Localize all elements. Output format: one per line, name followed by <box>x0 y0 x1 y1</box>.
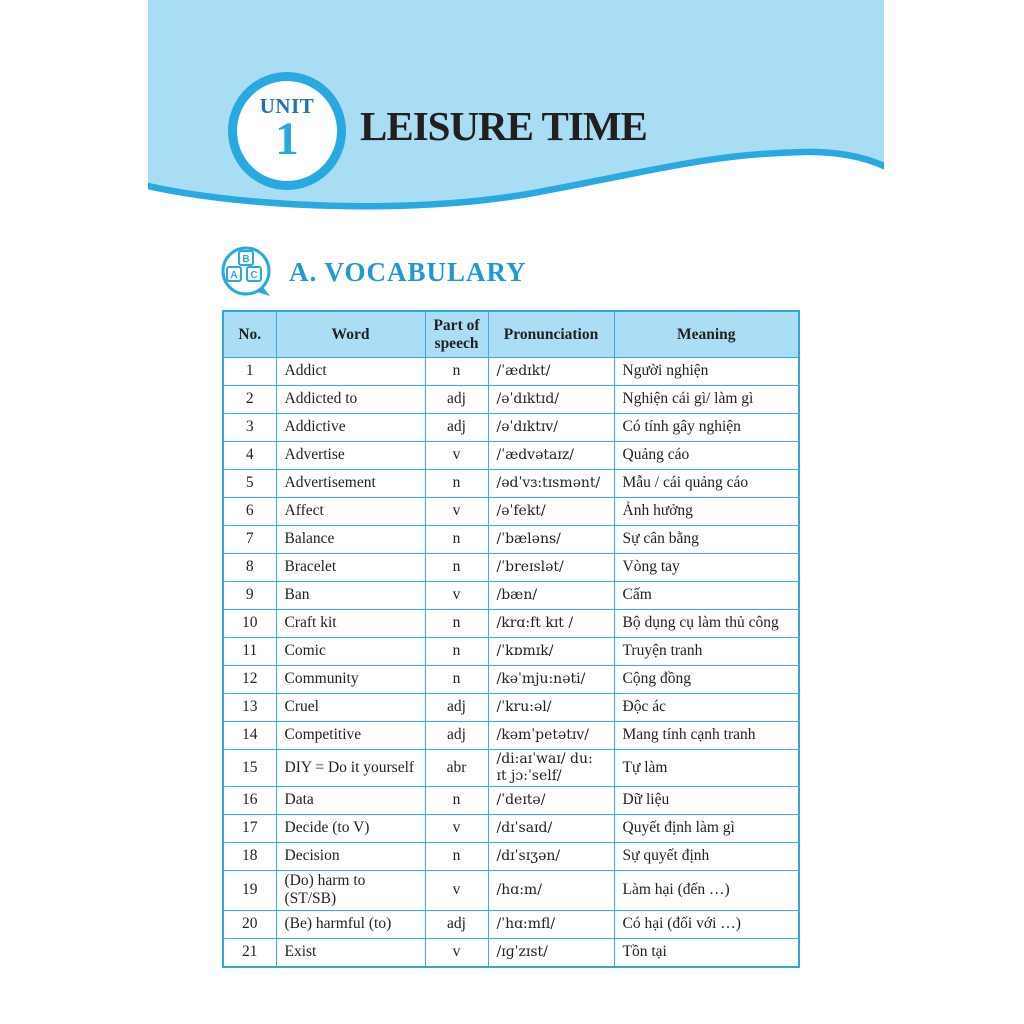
column-header-meaning: Meaning <box>614 311 799 358</box>
part-of-speech-cell: v <box>425 442 488 470</box>
word-cell: Balance <box>276 526 425 554</box>
word-cell: Comic <box>276 638 425 666</box>
word-cell: Advertise <box>276 442 425 470</box>
row-number-cell: 12 <box>223 666 276 694</box>
pronunciation-cell: /ˈbreɪslət/ <box>488 554 614 582</box>
row-number-cell: 15 <box>223 750 276 787</box>
word-cell: DIY = Do it yourself <box>276 750 425 787</box>
table-row <box>223 498 799 526</box>
row-number-cell: 18 <box>223 842 276 870</box>
row-number-cell: 14 <box>223 722 276 750</box>
table-row <box>223 442 799 470</box>
table-row <box>223 386 799 414</box>
table-row <box>223 694 799 722</box>
word-cell: (Do) harm to (ST/SB) <box>276 870 425 910</box>
svg-text:B: B <box>242 254 250 265</box>
word-cell: Community <box>276 666 425 694</box>
word-cell: Affect <box>276 498 425 526</box>
table-row <box>223 910 799 938</box>
table-row <box>223 470 799 498</box>
row-number-cell: 2 <box>223 386 276 414</box>
word-cell: Craft kit <box>276 610 425 638</box>
part-of-speech-cell: adj <box>425 694 488 722</box>
row-number-cell: 9 <box>223 582 276 610</box>
pronunciation-cell: /krɑ:ft kɪt / <box>488 610 614 638</box>
table-row <box>223 582 799 610</box>
word-cell: Cruel <box>276 694 425 722</box>
vocabulary-section-heading <box>220 244 527 300</box>
pronunciation-cell: /di:aɪˈwaɪ/ du: ɪt jɔ:ˈself/ <box>488 750 614 787</box>
word-cell: Decision <box>276 842 425 870</box>
table-row <box>223 722 799 750</box>
part-of-speech-cell: adj <box>425 722 488 750</box>
meaning-cell: Quyết định làm gì <box>614 814 799 842</box>
table-row <box>223 526 799 554</box>
row-number-cell: 7 <box>223 526 276 554</box>
unit-header-band <box>148 0 884 218</box>
pronunciation-cell: /ˈkru:əl/ <box>488 694 614 722</box>
part-of-speech-cell: n <box>425 470 488 498</box>
row-number-cell: 5 <box>223 470 276 498</box>
word-cell: Competitive <box>276 722 425 750</box>
meaning-cell: Cộng đồng <box>614 666 799 694</box>
table-row <box>223 638 799 666</box>
table-row <box>223 842 799 870</box>
section-heading: A. VOCABULARY <box>289 256 527 287</box>
meaning-cell: Quảng cáo <box>614 442 799 470</box>
vocabulary-table <box>222 310 800 968</box>
part-of-speech-cell: v <box>425 814 488 842</box>
word-cell: Exist <box>276 938 425 967</box>
meaning-cell: Cấm <box>614 582 799 610</box>
pronunciation-cell: /əˈfekt/ <box>488 498 614 526</box>
pronunciation-cell: /ˈædvətaɪz/ <box>488 442 614 470</box>
pronunciation-cell: /ɪɡˈzɪst/ <box>488 938 614 967</box>
meaning-cell: Dữ liệu <box>614 786 799 814</box>
pronunciation-cell: /ˈdeɪtə/ <box>488 786 614 814</box>
pronunciation-cell: /hɑ:m/ <box>488 870 614 910</box>
word-cell: (Be) harmful (to) <box>276 910 425 938</box>
svg-text:C: C <box>250 270 258 281</box>
meaning-cell: Sự cân bằng <box>614 526 799 554</box>
part-of-speech-cell: n <box>425 610 488 638</box>
table-row <box>223 938 799 967</box>
column-header-no: No. <box>223 311 276 358</box>
part-of-speech-cell: v <box>425 938 488 967</box>
meaning-cell: Nghiện cái gì/ làm gì <box>614 386 799 414</box>
table-row <box>223 554 799 582</box>
part-of-speech-cell: n <box>425 554 488 582</box>
table-row <box>223 750 799 787</box>
pronunciation-cell: /dɪˈsaɪd/ <box>488 814 614 842</box>
part-of-speech-cell: n <box>425 666 488 694</box>
meaning-cell: Có tính gây nghiện <box>614 414 799 442</box>
meaning-cell: Người nghiện <box>614 358 799 386</box>
row-number-cell: 1 <box>223 358 276 386</box>
word-cell: Addicted to <box>276 386 425 414</box>
pronunciation-cell: /əˈdɪktɪd/ <box>488 386 614 414</box>
row-number-cell: 17 <box>223 814 276 842</box>
meaning-cell: Độc ác <box>614 694 799 722</box>
meaning-cell: Mẫu / cái quảng cáo <box>614 470 799 498</box>
row-number-cell: 3 <box>223 414 276 442</box>
meaning-cell: Bộ dụng cụ làm thủ công <box>614 610 799 638</box>
pronunciation-cell: /dɪˈsɪʒən/ <box>488 842 614 870</box>
table-row <box>223 414 799 442</box>
part-of-speech-cell: v <box>425 582 488 610</box>
part-of-speech-cell: n <box>425 526 488 554</box>
part-of-speech-cell: n <box>425 358 488 386</box>
row-number-cell: 8 <box>223 554 276 582</box>
part-of-speech-cell: v <box>425 870 488 910</box>
meaning-cell: Vòng tay <box>614 554 799 582</box>
part-of-speech-cell: adj <box>425 414 488 442</box>
meaning-cell: Tồn tại <box>614 938 799 967</box>
table-header-row <box>223 311 799 358</box>
table-row <box>223 870 799 910</box>
row-number-cell: 20 <box>223 910 276 938</box>
word-cell: Ban <box>276 582 425 610</box>
table-row <box>223 814 799 842</box>
meaning-cell: Ảnh hưởng <box>614 498 799 526</box>
unit-number: 1 <box>275 113 299 165</box>
row-number-cell: 10 <box>223 610 276 638</box>
table-row <box>223 610 799 638</box>
meaning-cell: Truyện tranh <box>614 638 799 666</box>
table-row <box>223 358 799 386</box>
pronunciation-cell: /bæn/ <box>488 582 614 610</box>
meaning-cell: Có hại (đối với …) <box>614 910 799 938</box>
row-number-cell: 13 <box>223 694 276 722</box>
word-cell: Advertisement <box>276 470 425 498</box>
pronunciation-cell: /kəmˈpetətɪv/ <box>488 722 614 750</box>
page-title: LEISURE TIME <box>360 103 647 149</box>
part-of-speech-cell: n <box>425 638 488 666</box>
meaning-cell: Sự quyết định <box>614 842 799 870</box>
row-number-cell: 16 <box>223 786 276 814</box>
pronunciation-cell: /əˈdɪktɪv/ <box>488 414 614 442</box>
unit-badge <box>228 72 346 190</box>
meaning-cell: Tự làm <box>614 750 799 787</box>
word-cell: Addict <box>276 358 425 386</box>
word-cell: Bracelet <box>276 554 425 582</box>
part-of-speech-cell: adj <box>425 386 488 414</box>
part-of-speech-cell: v <box>425 498 488 526</box>
svg-text:A: A <box>230 270 238 281</box>
word-cell: Decide (to V) <box>276 814 425 842</box>
meaning-cell: Mang tính cạnh tranh <box>614 722 799 750</box>
row-number-cell: 4 <box>223 442 276 470</box>
row-number-cell: 21 <box>223 938 276 967</box>
pronunciation-cell: /kəˈmju:nəti/ <box>488 666 614 694</box>
meaning-cell: Làm hại (đến …) <box>614 870 799 910</box>
row-number-cell: 19 <box>223 870 276 910</box>
row-number-cell: 11 <box>223 638 276 666</box>
abc-blocks-icon <box>220 244 274 300</box>
column-header-word: Word <box>276 311 425 358</box>
pronunciation-cell: /ˈhɑ:mfl/ <box>488 910 614 938</box>
column-header-pronunciation: Pronunciation <box>488 311 614 358</box>
table-row <box>223 666 799 694</box>
word-cell: Addictive <box>276 414 425 442</box>
column-header-part-of-speech: Part of speech <box>425 311 488 358</box>
word-cell: Data <box>276 786 425 814</box>
part-of-speech-cell: n <box>425 842 488 870</box>
part-of-speech-cell: n <box>425 786 488 814</box>
part-of-speech-cell: abr <box>425 750 488 787</box>
pronunciation-cell: /ədˈvɜ:tɪsmənt/ <box>488 470 614 498</box>
row-number-cell: 6 <box>223 498 276 526</box>
pronunciation-cell: /ˈkɒmɪk/ <box>488 638 614 666</box>
table-row <box>223 786 799 814</box>
pronunciation-cell: /ˈbæləns/ <box>488 526 614 554</box>
part-of-speech-cell: adj <box>425 910 488 938</box>
unit-label: UNIT <box>259 94 315 118</box>
pronunciation-cell: /ˈædɪkt/ <box>488 358 614 386</box>
